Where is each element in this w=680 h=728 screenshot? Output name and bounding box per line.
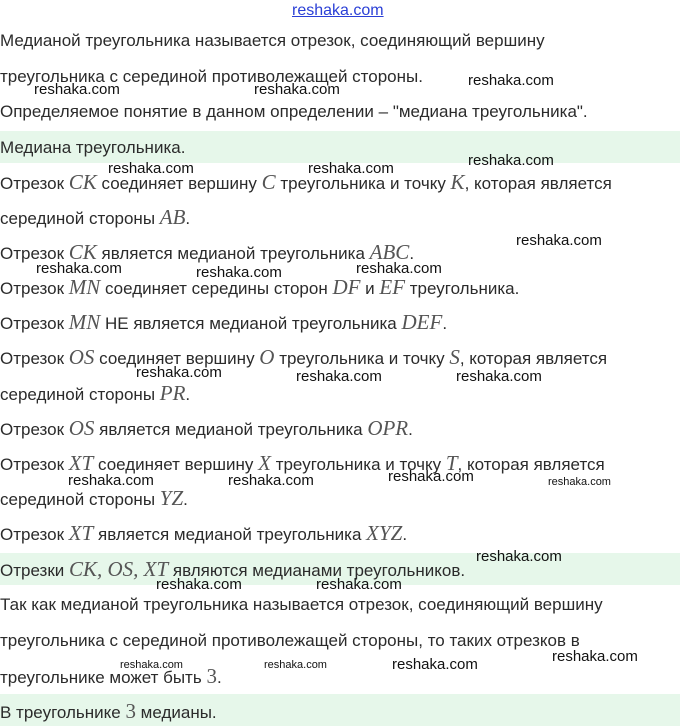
watermark: reshaka.com — [392, 656, 478, 673]
text: Отрезки — [0, 561, 69, 580]
watermark: reshaka.com — [456, 368, 542, 385]
text-line: Медианой треугольника называется отрезок, соединяющий вершину — [0, 31, 545, 50]
math: 3 — [125, 699, 136, 723]
text: В треугольнике — [0, 703, 126, 722]
text-line — [0, 311, 447, 335]
watermark: reshaka.com — [552, 648, 638, 665]
text: соединяет вершину — [94, 349, 260, 368]
watermark: reshaka.com — [228, 472, 314, 489]
math: EF — [379, 275, 406, 299]
math: K — [450, 170, 465, 194]
watermark: reshaka.com — [316, 576, 402, 593]
watermark: reshaka.com — [120, 659, 183, 671]
math: XYZ — [366, 521, 403, 545]
conclusion-text: Медиана треугольника. — [0, 138, 186, 157]
text: . — [402, 525, 408, 544]
text: . — [185, 385, 191, 404]
math: PR — [159, 381, 186, 405]
text: , которая является — [457, 455, 605, 474]
text: Отрезок — [0, 314, 69, 333]
math: OS — [68, 416, 95, 440]
watermark: reshaka.com — [356, 260, 442, 277]
math: YZ — [159, 486, 184, 510]
text-line — [0, 206, 190, 230]
text: , которая является — [459, 349, 608, 368]
watermark: reshaka.com — [264, 659, 327, 671]
math: 3 — [206, 664, 217, 688]
text-line — [0, 171, 612, 195]
text-line — [0, 346, 607, 370]
math: MN — [68, 275, 101, 299]
watermark: reshaka.com — [468, 72, 554, 89]
math: ABC — [369, 240, 410, 264]
text-line — [0, 417, 413, 441]
text: является медианой треугольника — [93, 525, 367, 544]
watermark: reshaka.com — [68, 472, 154, 489]
watermark: reshaka.com — [156, 576, 242, 593]
watermark: reshaka.com — [468, 152, 554, 169]
watermark: reshaka.com — [108, 160, 194, 177]
site-link[interactable]: reshaka.com — [292, 2, 384, 19]
math: XT — [68, 521, 94, 545]
math: T — [445, 451, 458, 475]
watermark: reshaka.com — [388, 468, 474, 485]
text: треугольнике может быть — [0, 668, 207, 687]
text: треугольника и точку — [270, 455, 446, 474]
text: серединой стороны — [0, 209, 160, 228]
math: CK — [68, 170, 97, 194]
watermark: reshaka.com — [296, 368, 382, 385]
conclusion-text — [0, 700, 217, 724]
math: O — [259, 345, 275, 369]
math: CK, OS, XT — [69, 557, 169, 581]
text: Отрезок — [0, 455, 69, 474]
text-line: Так как медианой треугольника называется отрезок, соединяющий вершину — [0, 595, 603, 614]
text: НЕ является медианой треугольника — [100, 314, 402, 333]
math: OS — [68, 345, 95, 369]
text-line — [0, 382, 190, 406]
text-line — [0, 487, 188, 511]
text: . — [442, 314, 448, 333]
watermark: reshaka.com — [308, 160, 394, 177]
text: являются медианами треугольников. — [168, 561, 466, 580]
text: Отрезок — [0, 279, 69, 298]
watermark: reshaka.com — [516, 232, 602, 249]
text: соединяет середины сторон — [100, 279, 333, 298]
text-line — [0, 665, 222, 689]
text: Отрезок — [0, 349, 69, 368]
text: Отрезок — [0, 244, 69, 263]
watermark: reshaka.com — [34, 81, 120, 98]
text: является медианой треугольника — [94, 420, 368, 439]
math: X — [258, 451, 271, 475]
text-line — [0, 522, 407, 546]
math: MN — [68, 310, 101, 334]
text: Отрезок — [0, 525, 69, 544]
text: треугольника и точку — [274, 349, 450, 368]
text: . — [409, 244, 415, 263]
text: соединяет вершину — [96, 174, 262, 193]
math: C — [261, 170, 276, 194]
watermark: reshaka.com — [196, 264, 282, 281]
text-line: треугольника с серединой противолежащей стороны, то таких отрезков в — [0, 631, 580, 650]
watermark: reshaka.com — [136, 364, 222, 381]
text: . — [216, 668, 222, 687]
math: DEF — [401, 310, 443, 334]
text: и — [360, 279, 380, 298]
text-line: треугольника с серединой противолежащей стороны. — [0, 67, 423, 86]
text: треугольника. — [405, 279, 520, 298]
text: соединяет вершину — [93, 455, 259, 474]
watermark: reshaka.com — [476, 548, 562, 565]
text: , которая является — [464, 174, 612, 193]
text: . — [185, 209, 191, 228]
text: треугольника и точку — [275, 174, 451, 193]
math: S — [449, 345, 460, 369]
math: XT — [68, 451, 94, 475]
text: медианы. — [135, 703, 217, 722]
text: . — [408, 420, 413, 439]
watermark: reshaka.com — [36, 260, 122, 277]
math: OPR — [367, 416, 409, 440]
text: Отрезок — [0, 174, 69, 193]
math: AB — [159, 205, 186, 229]
math: DF — [332, 275, 361, 299]
watermark: reshaka.com — [548, 476, 611, 488]
text-line: Определяемое понятие в данном определении – "медиана треугольника". — [0, 102, 588, 121]
watermark: reshaka.com — [254, 81, 340, 98]
text: . — [183, 490, 188, 509]
text: является медианой треугольника — [96, 244, 370, 263]
math: CK — [68, 240, 97, 264]
text: Отрезок — [0, 420, 69, 439]
text: серединой стороны — [0, 385, 160, 404]
text: серединой стороны — [0, 490, 160, 509]
